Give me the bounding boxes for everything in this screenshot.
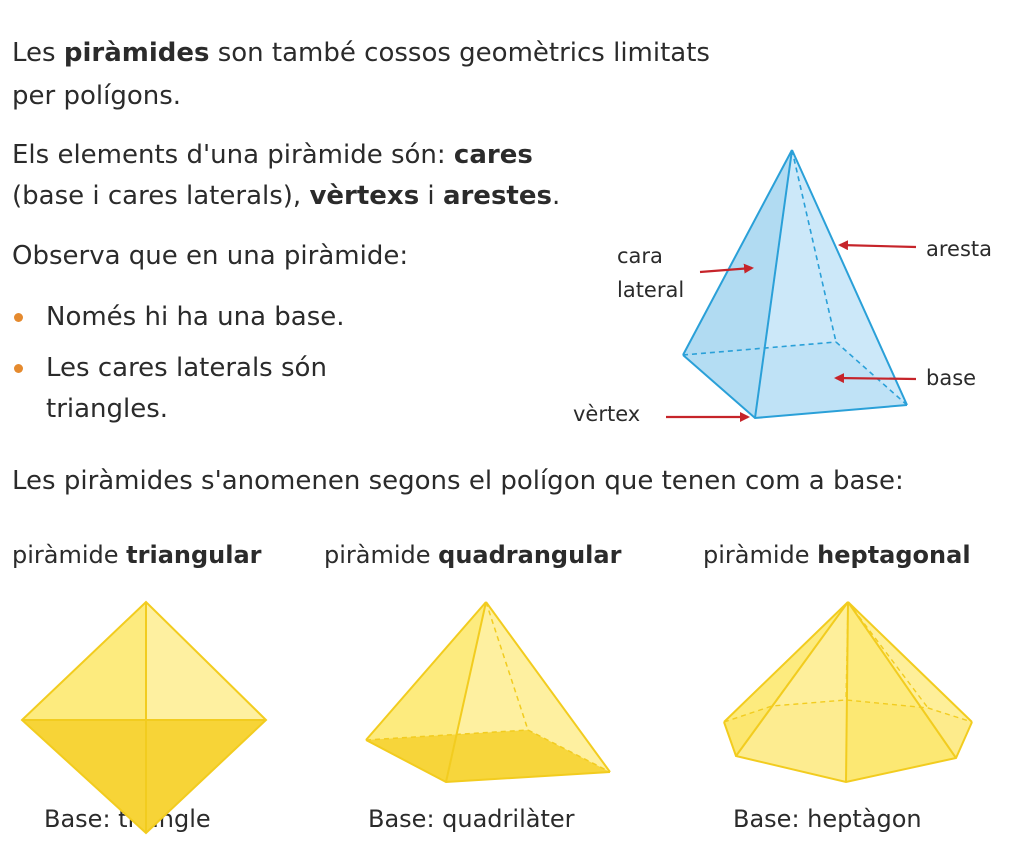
- title-type: triangular: [126, 541, 262, 569]
- elements-text-c: i: [419, 181, 443, 211]
- title-prefix: piràmide: [12, 541, 127, 569]
- title-type: quadrangular: [438, 541, 622, 569]
- elements-bold-faces: cares: [453, 140, 533, 170]
- label-face-line-2: lateral: [617, 278, 685, 302]
- bullet-item-1: Només hi ha una base.: [46, 302, 345, 332]
- elements-text-a: Els elements d'una piràmide són:: [12, 140, 454, 170]
- caption-heptagon: Base: heptàgon: [733, 805, 922, 833]
- label-vertex: vèrtex: [573, 402, 641, 426]
- arrow-edge: [840, 245, 916, 247]
- elements-text-d: .: [551, 181, 561, 211]
- yellow-triangular-pyramid: [22, 602, 266, 833]
- arrow-base: [836, 378, 916, 379]
- label-base: base: [926, 366, 977, 390]
- caption-quadrilateral: Base: quadrilàter: [368, 805, 575, 833]
- bullet-item-2-cont: triangles.: [46, 394, 169, 424]
- title-prefix: piràmide: [703, 541, 818, 569]
- intro-text-b: son també cossos geomètrics limitats: [209, 38, 710, 68]
- naming-sentence: Les piràmides s'anomenen segons el polígon que tenen com a base:: [12, 466, 904, 496]
- observe-lead: Observa que en una piràmide:: [12, 241, 409, 271]
- elements-text-b: (base i cares laterals),: [12, 181, 310, 211]
- title-type: heptagonal: [817, 541, 971, 569]
- label-edge: aresta: [926, 237, 993, 261]
- intro-line-2: per polígons.: [12, 81, 182, 111]
- caption-triangle: Base: triangle: [44, 805, 211, 833]
- title-prefix: piràmide: [324, 541, 439, 569]
- bullet-item-2: Les cares laterals són: [46, 353, 327, 383]
- elements-bold-vertices: vèrtexs: [309, 181, 420, 211]
- elements-bold-edges: arestes: [442, 181, 552, 211]
- intro-bold-pyramids: piràmides: [63, 38, 210, 68]
- yellow-square-pyramid: [366, 602, 610, 782]
- yellow-heptagonal-pyramid: [724, 602, 972, 782]
- intro-text-a: Les: [12, 38, 64, 68]
- label-face-line-1: cara: [617, 244, 663, 268]
